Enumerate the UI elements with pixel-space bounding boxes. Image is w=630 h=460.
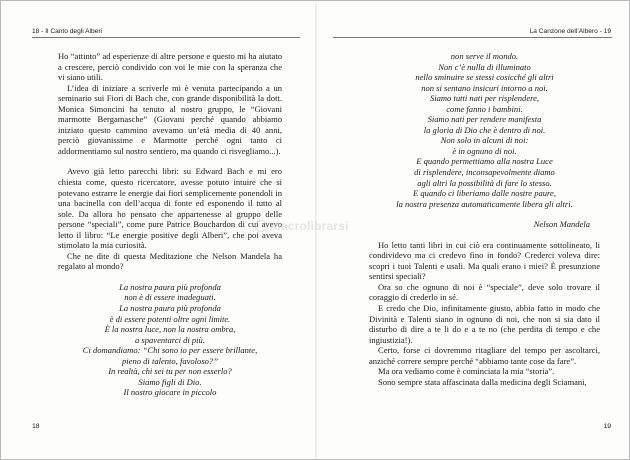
poem-line: è in ognuno di noi. xyxy=(452,145,517,156)
paragraph: Ma ora vediamo come è cominciata la mia “storia”. xyxy=(378,366,555,377)
paragraph: Ho letto tanti libri in cui ciò era continuamente sottolineato, li condividevo ma ci credevo fino in fondo? Crederci voleva dire: scopri i tuoi Talenti e usali. Ma quali erano i miei? È presunzione sentirsi speciali? xyxy=(369,239,600,282)
right-header-rule xyxy=(333,37,612,38)
poem-line: Non solo in alcuni di noi: xyxy=(440,135,529,146)
poem-line: È la nostra luce, non la nostra ombra, xyxy=(104,324,236,335)
left-running-head: 18 - Il Canto degli Alberi xyxy=(32,28,103,35)
poem-line: E quando ci liberiamo dalle nostre paure, xyxy=(413,188,556,199)
poem-line: La nostra paura più profonda xyxy=(119,303,221,314)
poem-line: è di essere potenti oltre ogni limite. xyxy=(109,313,231,324)
poem-line: Siamo nati per rendere manifesta xyxy=(427,114,542,125)
poem-line: Siamo tutti nati per risplendere, xyxy=(429,93,540,104)
poem-line: la nostra presenza automaticamente libera gli altri. xyxy=(396,198,573,209)
mandela-poem-part-1 xyxy=(58,282,282,398)
paragraph: Certo, forse ci dovremmo ritagliare del tempo per ascoltarci, anziché correre sempre perché “abbiamo tante cose da fare”. xyxy=(369,345,600,366)
paragraph: Avevo già letto parecchi libri: su Edward Bach e mi ero chiesta come, questo ricercatore, avesse potuto intuire che si potevano estrarre le energie dai fiori semplicemente ponendoli in una bacinella con dell’acqua di fonte ed esponendo il tutto al sole. Da allora ho pensato che appartenesse al gruppo delle persone “speciali”, come pure Patrice Bouchardon di cui avevo letto il libro: “Le energie positive degli Alberi”, che poi aveva stimolato la mia curiosità. xyxy=(58,166,282,251)
poem-line: Ci domandiamo: “Chi sono io per essere brillante, xyxy=(82,345,258,356)
watermark-text: macrolibrarsi xyxy=(270,219,349,233)
right-page xyxy=(317,1,629,459)
poem-line: Siamo figli di Dio. xyxy=(138,376,202,387)
poem-line: non è di essere inadeguati. xyxy=(124,292,216,303)
poem-line: non si sentano insicuri intorno a noi. xyxy=(421,82,548,93)
poem-line: agli altri la possibilità di fare lo stesso. xyxy=(417,177,552,188)
publisher-watermark xyxy=(255,219,349,233)
right-running-head: La Canzone dell’Albero - 19 xyxy=(529,28,611,35)
poem-line: la gloria di Dio che è dentro di noi. xyxy=(423,124,546,135)
right-body-text xyxy=(369,51,600,387)
paragraph: E credo che Dio, infinitamente giusto, abbia fatto in modo che Divinità e Talenti siano in ognuno di noi, che non si sia dato il disturbo di dire a te li do e a te no (che perdita di tempo e che ingiustizia!). xyxy=(369,303,600,345)
paragraph: Ora so che ognuno di noi è “speciale”, deve solo trovare il coraggio di crederlo in sé. xyxy=(369,281,600,303)
poem-line: In realtà, chi sei tu per non esserlo? xyxy=(108,366,232,377)
paragraph: Sono sempre stata affascinata dalla medicina degli Sciamani, xyxy=(378,376,587,387)
paragraph: Ho “attinto” ad esperienze di altre persone e questo mi ha aiutato a crescere, perciò condivido con voi le mie con la speranza che vi siano utili. xyxy=(58,51,282,83)
poem-line: di risplendere, inconsapevolmente diamo xyxy=(414,167,555,178)
poem-line: non serve il mondo. xyxy=(450,51,519,61)
right-page-number: 19 xyxy=(603,423,611,430)
poem-line: La nostra paura più profonda xyxy=(119,281,221,292)
poem-line: come fanno i bambini. xyxy=(446,103,523,114)
left-body-text xyxy=(58,51,282,398)
paragraph: L’idea di iniziare a scriverle mi è venuta partecipando a un seminario sui Fiori di Bach che, con grande disponibilità la dott. Monica Simoncini ha tenuto al nostro gruppo, le “Giovani marmotte Bergamasche” (Giovani perché quando abbiamo iniziato questo cammino avevamo un’età media di 40 anni, perciò giovanissime e Marmotte perché ogni tanto ci addormentiamo sul nostro sentiero, ma quando ci risvegliamo...). xyxy=(58,82,282,156)
mandela-poem-part-2 xyxy=(369,51,600,209)
poem-line: Il nostro giocare in piccolo xyxy=(123,387,217,398)
poem-line: a spaventarci di più. xyxy=(135,334,205,345)
poem-line: nello sminuire se stessi cosicché gli altri xyxy=(415,72,554,83)
poem-line: Non c’è nulla di illuminato xyxy=(438,61,531,72)
poem-author-signature: Nelson Mandela xyxy=(533,219,590,230)
left-header-rule xyxy=(32,37,300,38)
left-page-number: 18 xyxy=(32,423,40,430)
poem-line: E quando permettiamo alla nostra Luce xyxy=(416,156,553,167)
watermark-logo-icon xyxy=(255,220,267,232)
poem-line: pieno di talento, favoloso?” xyxy=(122,355,218,366)
paragraph: Che ne dite di questa Meditazione che Nelson Mandela ha regalato al mondo? xyxy=(58,250,282,272)
